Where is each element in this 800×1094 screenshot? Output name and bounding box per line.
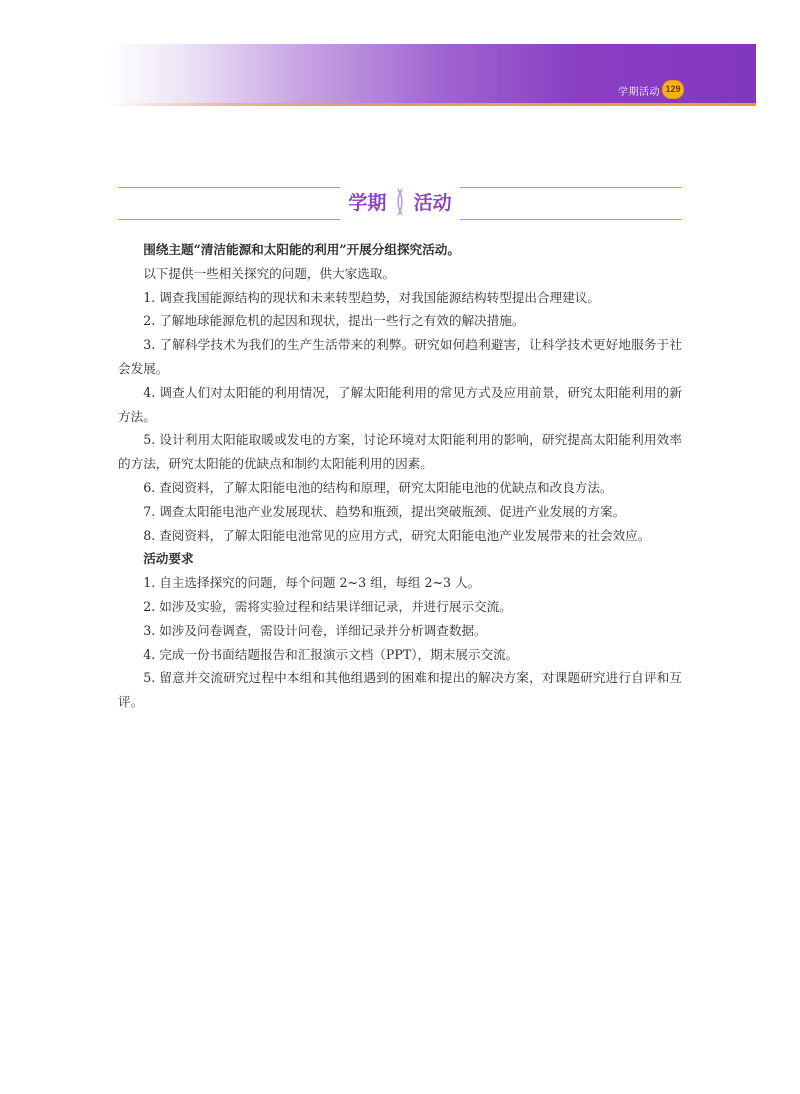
requirement-item: 4. 完成一份书面结题报告和汇报演示文档（PPT），期末展示交流。 xyxy=(143,646,519,662)
title-part-1: 学期 xyxy=(348,192,387,214)
question-item: 2. 了解地球能源危机的起因和现状，提出一些行之有效的解决措施。 xyxy=(143,313,525,329)
requirements-heading: 活动要求 xyxy=(143,551,194,567)
page-number-badge: 129 xyxy=(662,80,684,99)
question-item: 4. 调查人们对太阳能的利用情况，了解太阳能利用的常见方式及应用前景，研究太阳能利用的新方法。 xyxy=(118,384,682,424)
page-title xyxy=(118,185,682,221)
requirement-item: 3. 如涉及问卷调查，需设计问卷，详细记录并分析调查数据。 xyxy=(143,622,487,638)
requirement-item: 2. 如涉及实验，需将实验过程和结果详细记录，并进行展示交流。 xyxy=(143,598,512,614)
question-item: 7. 调查太阳能电池产业发展现状、趋势和瓶颈，提出突破瓶颈、促进产业发展的方案。 xyxy=(143,503,626,519)
theme-statement: 围绕主题“清洁能源和太阳能的利用”开展分组探究活动。 xyxy=(143,242,460,257)
requirement-item: 5. 留意并交流研究过程中本组和其他组遇到的困难和提出的解决方案，对课题研究进行自评和互评。 xyxy=(118,670,682,710)
lead-text: 以下提供一些相关探究的问题，供大家选取。 xyxy=(143,265,396,281)
requirement-item: 1. 自主选择探究的问题，每个问题 2~3 组，每组 2~3 人。 xyxy=(143,575,481,591)
title-part-2: 活动 xyxy=(413,192,452,214)
question-item: 5. 设计利用太阳能取暖或发电的方案，讨论环境对太阳能利用的影响，研究提高太阳能利用效率的方法，研究太阳能的优缺点和制约太阳能利用的因素。 xyxy=(118,432,682,472)
title-text xyxy=(118,188,682,219)
header-accent-line xyxy=(108,103,756,106)
question-item: 8. 查阅资料，了解太阳能电池常见的应用方式，研究太阳能电池产业发展带来的社会效应。 xyxy=(143,527,651,543)
question-item: 1. 调查我国能源结构的现状和未来转型趋势，对我国能源结构转型提出合理建议。 xyxy=(143,289,600,305)
question-item: 3. 了解科学技术为我们的生产生活带来的利弊。研究如何趋利避害，让科学技术更好地服务于社会发展。 xyxy=(118,337,682,376)
section-label: 学期活动 xyxy=(618,87,660,98)
question-item: 6. 查阅资料，了解太阳能电池的结构和原理，研究太阳能电池的优缺点和改良方法。 xyxy=(143,479,613,495)
main-content xyxy=(118,238,682,714)
title-bracket-icon xyxy=(393,188,407,216)
